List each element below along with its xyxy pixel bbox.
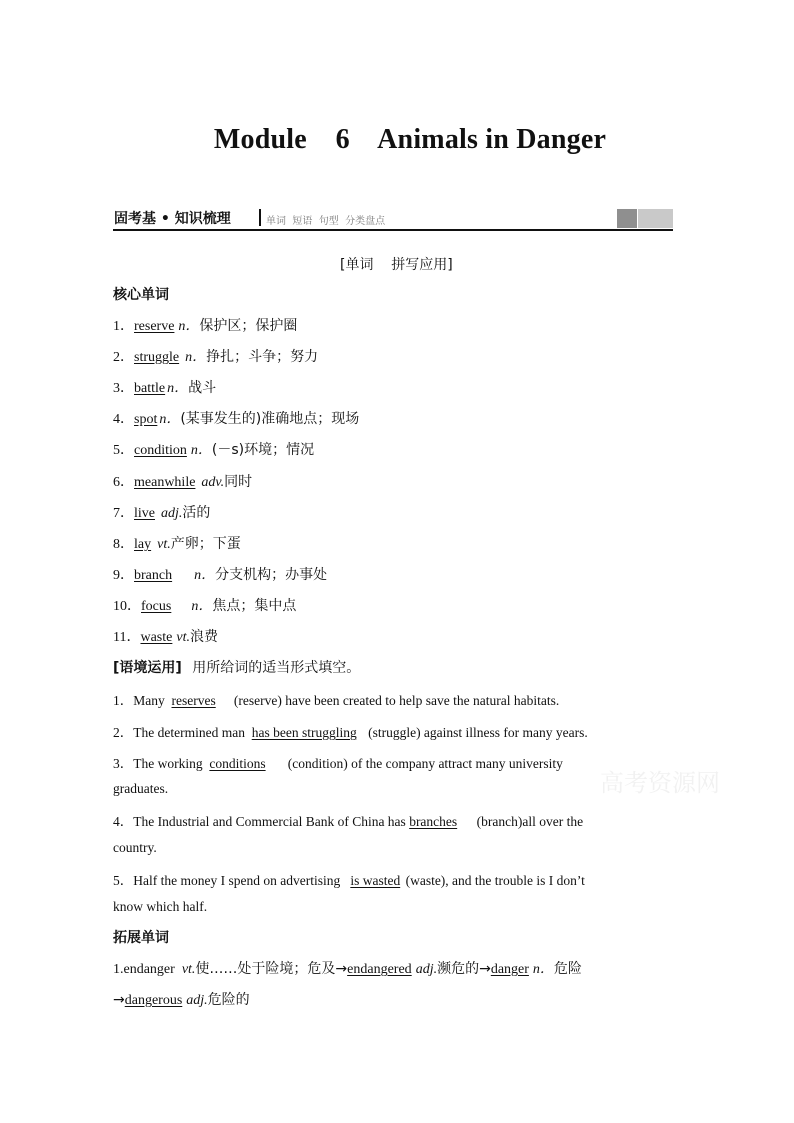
core-word-item: 10．focus n．焦点；集中点 <box>113 598 297 614</box>
exercise-sentence: 3．The working conditions (condition) of the company attract many university <box>113 756 563 771</box>
exercise-continuation: graduates. <box>113 781 169 796</box>
exercise-answer: is wasted <box>350 873 401 888</box>
exercise-sentence: 4．The Industrial and Commercial Bank of China has branches (branch)all over the <box>113 814 584 829</box>
answer-word: battle <box>134 381 166 396</box>
answer-word: live <box>134 506 155 521</box>
answer-word: endangered <box>347 962 412 977</box>
core-word-item: 1．reserve n．保护区；保护圈 <box>113 318 298 334</box>
exercise-answer: has been struggling <box>251 725 357 740</box>
core-word-item: 6．meanwhile adv.同时 <box>113 474 253 490</box>
section-header-divider <box>259 209 261 226</box>
core-word-item: 7．live adj.活的 <box>113 505 211 521</box>
answer-word: waste <box>140 630 173 645</box>
answer-word: lay <box>134 537 152 552</box>
section-header-bar <box>113 207 673 231</box>
exercise-sentence: 5．Half the money I spend on advertising is wasted (waste), and the trouble is I don’t <box>113 873 585 888</box>
extended-word-item: 1.endanger vt.使……处于险境；危及→endangered adj.濒危的→danger n．危险 <box>113 961 582 977</box>
header-rule <box>113 229 673 231</box>
answer-word: danger <box>490 962 529 977</box>
exercise-answer: conditions <box>209 756 266 771</box>
core-word-item: 8．lay vt.产卵；下蛋 <box>113 536 241 552</box>
context-instruction: [语境运用] 用所给词的适当形式填空。 <box>113 660 361 676</box>
subsection-heading: [单词 拼写应用] <box>340 257 453 273</box>
exercise-answer: branches <box>409 814 458 829</box>
answer-word: branch <box>134 568 173 583</box>
exercise-answer: reserves <box>171 693 216 708</box>
header-dark-block <box>617 209 637 228</box>
core-word-item: 9．branch n．分支机构；办事处 <box>113 567 328 583</box>
core-word-item: 11．waste vt.浪费 <box>113 629 218 645</box>
exercise-continuation: country. <box>113 840 157 855</box>
answer-word: reserve <box>134 319 175 334</box>
core-word-item: 2．struggle n．挣扎；斗争；努力 <box>113 349 319 365</box>
answer-word: spot <box>134 412 158 427</box>
core-word-item: 4．spot n．(某事发生的)准确地点；现场 <box>113 411 360 427</box>
core-word-item: 5．condition n．(－s)环境；情况 <box>113 442 315 458</box>
core-words-heading: 核心单词 <box>113 287 169 303</box>
exercise-sentence: 1．Many reserves (reserve) have been created to help save the natural habitats. <box>113 693 560 708</box>
context-label: [语境运用] <box>113 660 182 676</box>
extended-words-heading: 拓展单词 <box>113 930 169 946</box>
section-header-title: 固考基 • 知识梳理 <box>114 211 231 227</box>
answer-word: struggle <box>134 350 180 365</box>
answer-word: focus <box>141 599 172 614</box>
answer-word: meanwhile <box>134 475 196 490</box>
header-light-block <box>638 209 673 228</box>
core-word-item: 3．battle n．战斗 <box>113 380 217 396</box>
page-title: Module 6 Animals in Danger <box>213 124 607 155</box>
answer-word: condition <box>134 443 187 458</box>
section-header-subtitle: 单词 短语 句型 分类盘点 <box>266 216 386 227</box>
exercise-sentence: 2．The determined man has been struggling (struggle) against illness for many years. <box>113 725 588 740</box>
extended-word-continuation: →dangerous adj.危险的 <box>113 992 250 1008</box>
exercise-continuation: know which half. <box>113 899 208 914</box>
watermark: 高考资源网 <box>600 769 720 797</box>
answer-word: dangerous <box>124 993 183 1008</box>
